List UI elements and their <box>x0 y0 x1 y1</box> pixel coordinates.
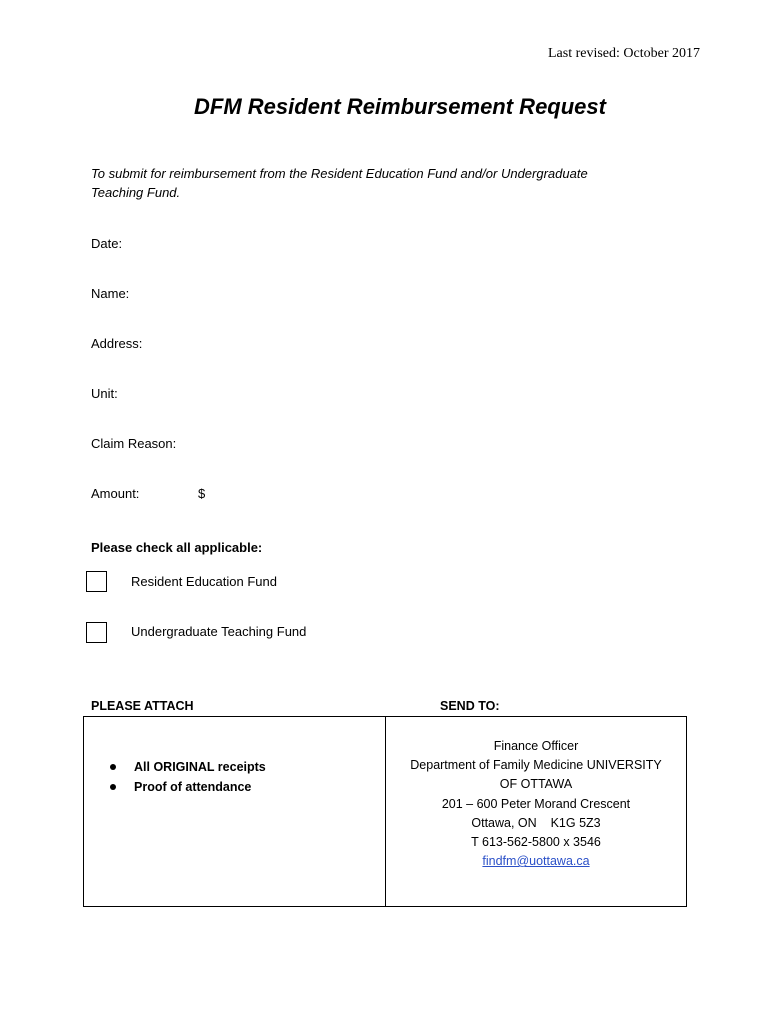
attach-list <box>110 757 266 797</box>
unit-label: Unit: <box>91 386 118 401</box>
send-to-heading: SEND TO: <box>440 699 500 713</box>
attach-cell <box>84 717 386 906</box>
bullet-icon <box>110 764 116 770</box>
university-line: OF OTTAWA <box>499 777 573 792</box>
attach-item-label: All ORIGINAL receipts <box>134 760 266 774</box>
last-revised-date: Last revised: October 2017 <box>547 46 700 61</box>
resident-education-fund-checkbox[interactable] <box>86 571 107 592</box>
address-label: Address: <box>91 336 143 351</box>
street-address: 201 – 600 Peter Morand Crescent <box>441 796 631 811</box>
please-attach-heading: PLEASE ATTACH <box>91 699 194 713</box>
intro-text <box>91 164 651 202</box>
date-label: Date: <box>91 236 123 251</box>
name-label: Name: <box>91 286 130 301</box>
recipient-title: Finance Officer <box>493 739 579 753</box>
undergraduate-teaching-fund-label: Undergraduate Teaching Fund <box>131 624 307 639</box>
claim-reason-label: Claim Reason: <box>91 436 177 451</box>
undergraduate-teaching-fund-checkbox[interactable] <box>86 622 107 643</box>
attach-item-label: Proof of attendance <box>134 780 252 794</box>
attach-send-table <box>83 716 687 907</box>
intro-line-2: Teaching Fund. <box>91 185 181 200</box>
send-to-address <box>386 737 686 871</box>
bullet-icon <box>110 784 116 790</box>
amount-currency-symbol: $ <box>198 486 206 501</box>
intro-line-1: To submit for reimbursement from the Resident Education Fund and/or Undergraduate <box>91 166 588 181</box>
city-postal: Ottawa, ON K1G 5Z3 <box>471 815 601 830</box>
list-item <box>110 757 266 777</box>
email-link[interactable]: findfm@uottawa.ca <box>482 854 590 869</box>
list-item <box>110 777 266 797</box>
phone-number: T 613-562-5800 x 3546 <box>471 835 601 850</box>
resident-education-fund-label: Resident Education Fund <box>131 574 277 589</box>
department-line: Department of Family Medicine UNIVERSITY <box>410 758 662 773</box>
send-to-cell <box>386 717 686 906</box>
page-title: DFM Resident Reimbursement Request <box>194 94 606 119</box>
checklist-heading: Please check all applicable: <box>91 540 263 555</box>
amount-label: Amount: <box>91 486 140 501</box>
